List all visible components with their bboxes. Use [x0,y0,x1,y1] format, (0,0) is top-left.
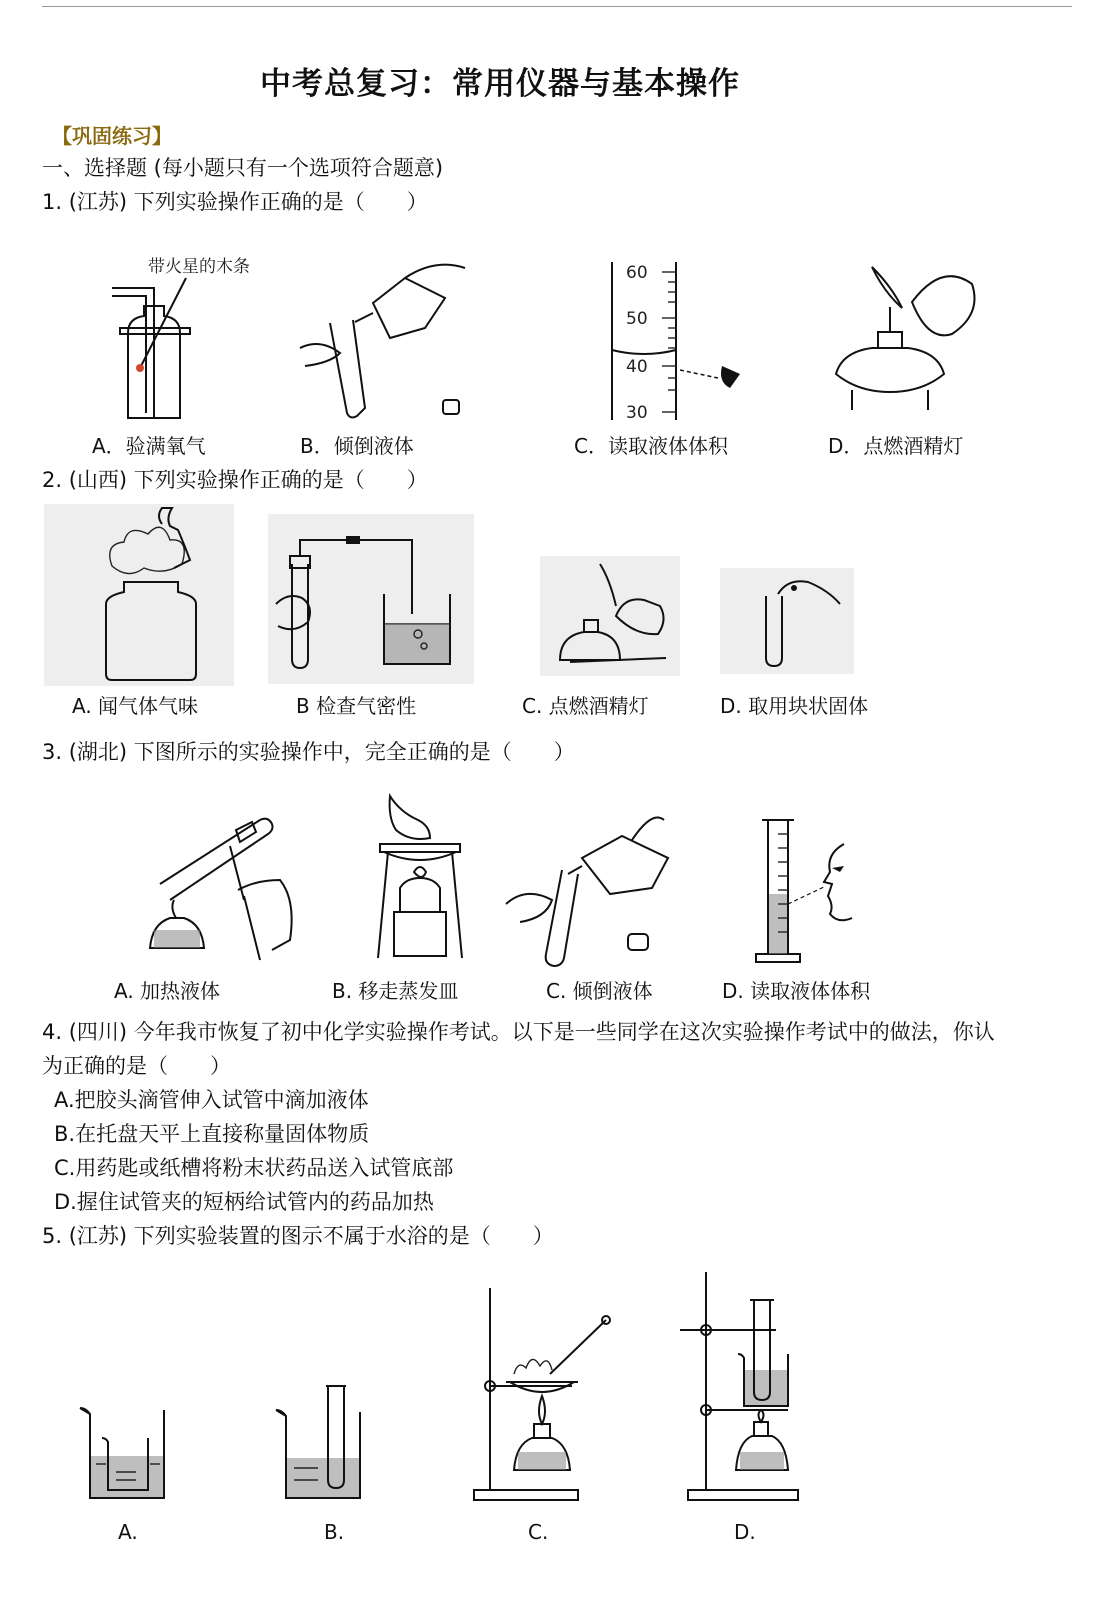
q5-option-a[interactable]: A. [118,1520,138,1544]
q4-option-b[interactable]: B.在托盘天平上直接称量固体物质 [54,1122,370,1146]
q5-option-d[interactable]: D. [734,1520,756,1544]
q3-option-b[interactable]: B. 移走蒸发皿 [332,979,459,1003]
q2-figure-d [720,568,854,674]
q3-option-c[interactable]: C. 倾倒液体 [546,979,653,1003]
q3-figure-a [140,800,310,970]
q2-option-a[interactable]: A. 闻气体气味 [72,694,199,718]
q1-figure-a [100,248,300,428]
q1-figure-b [295,248,495,428]
flame-icon [872,267,902,308]
top-rule [42,6,1072,7]
scale-60: 60 [626,263,648,283]
q5-figure-b [272,1384,372,1502]
q5-stem: 5. (江苏) 下列实验装置的图示不属于水浴的是（ ） [42,1224,554,1248]
q1-figure-c [600,262,770,422]
scale-30: 30 [626,403,648,423]
q3-figure-c [502,800,682,970]
q2-figure-c [540,556,680,676]
q2-option-d[interactable]: D. 取用块状固体 [720,694,869,718]
scale-50: 50 [626,309,648,329]
section-label: 【巩固练习】 [52,124,172,148]
q5-figure-c [470,1284,620,1502]
q1-option-b[interactable]: B．倾倒液体 [300,434,414,458]
q2-stem: 2. (山西) 下列实验操作正确的是（ ） [42,468,428,492]
q3-stem: 3. (湖北) 下图所示的实验操作中，完全正确的是（ ） [42,740,575,764]
q1-option-d[interactable]: D．点燃酒精灯 [828,434,964,458]
q2-figure-a [44,504,234,686]
q4-option-a[interactable]: A.把胶头滴管伸入试管中滴加液体 [54,1088,369,1112]
q4-stem-line-2: 为正确的是（ ） [42,1054,231,1078]
q1-figure-label: 带火星的木条 [148,257,250,277]
q3-option-d[interactable]: D. 读取液体体积 [722,979,871,1003]
eye-icon [721,366,740,388]
q1-option-a[interactable]: A．验满氧气 [92,434,206,458]
q4-stem-line-1: 4. (四川) 今年我市恢复了初中化学实验操作考试。以下是一些同学在这次实验操作考试中的做法，你认 [42,1020,995,1044]
ember-icon [136,364,144,372]
q2-figure-b [268,514,474,684]
q4-option-d[interactable]: D.握住试管夹的短柄给试管内的药品加热 [54,1190,434,1214]
q1-stem: 1. (江苏) 下列实验操作正确的是（ ） [42,190,428,214]
q3-figure-b [370,792,470,970]
part-one-heading: 一、选择题 (每小题只有一个选项符合题意) [42,156,444,180]
q5-figure-a [76,1402,176,1502]
eye-icon [832,866,844,872]
q4-option-c[interactable]: C.用药匙或纸槽将粉末状药品送入试管底部 [54,1156,454,1180]
q1-option-c[interactable]: C．读取液体体积 [574,434,728,458]
q3-option-a[interactable]: A. 加热液体 [114,979,221,1003]
page-title: 中考总复习：常用仪器与基本操作 [260,66,740,102]
q1-figure-d [832,262,992,422]
q5-option-c[interactable]: C. [528,1520,549,1544]
q2-option-c[interactable]: C. 点燃酒精灯 [522,694,649,718]
q5-figure-d [676,1270,826,1502]
scale-40: 40 [626,357,648,377]
q5-option-b[interactable]: B. [324,1520,345,1544]
q2-option-b[interactable]: B 检查气密性 [296,694,417,718]
q3-figure-d [748,814,878,964]
